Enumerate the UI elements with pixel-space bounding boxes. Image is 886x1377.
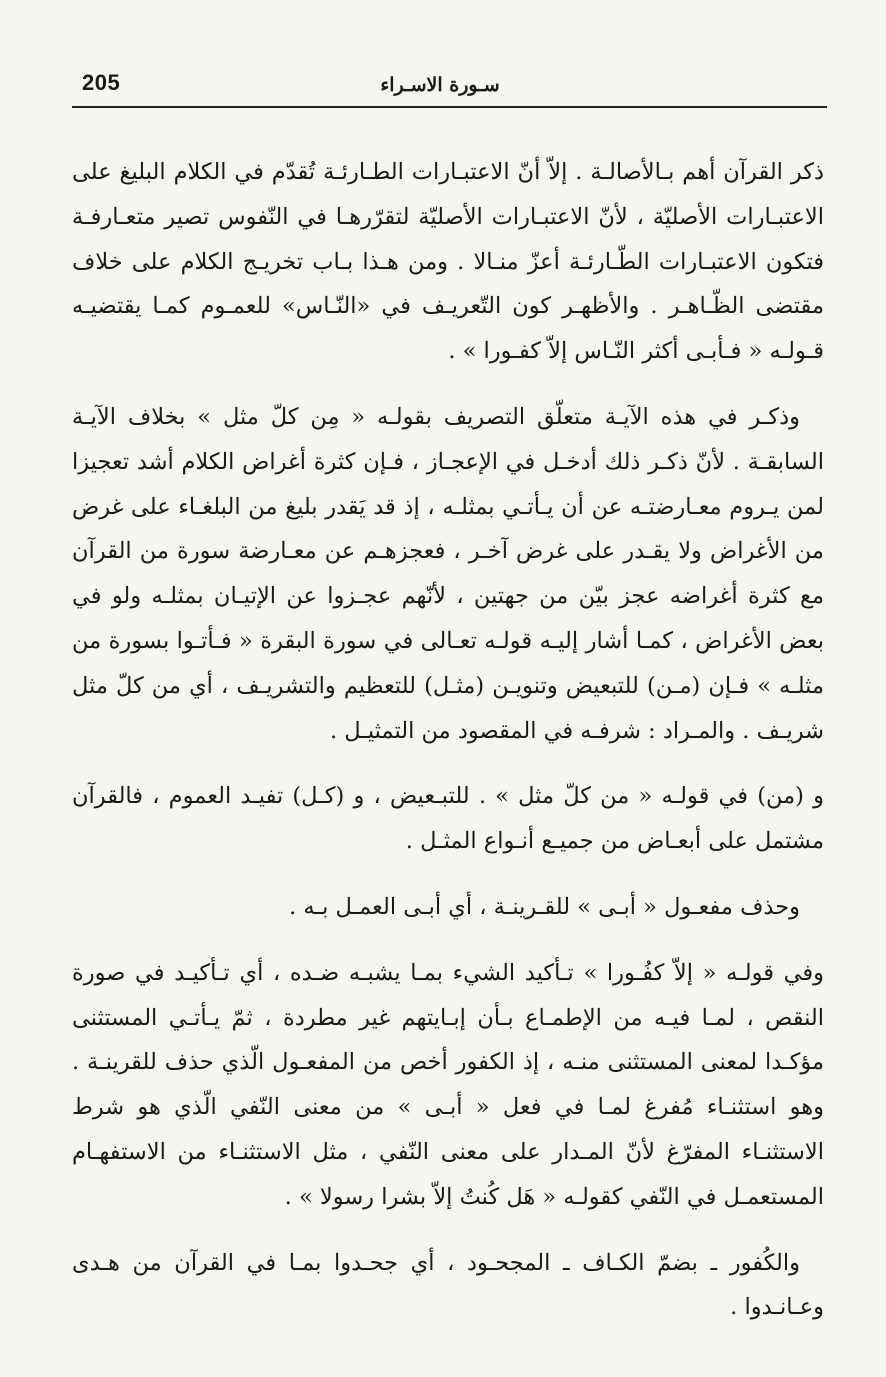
paragraph-6: والكُفور ـ بضمّ الكـاف ـ المجحـود ، أي جحـدوا بمـا في القرآن من هـدى وعـانـدوا . — [72, 1249, 824, 1321]
paragraph-5: وفي قولـه « إلاّ كفُـورا » تـأكيد الشيء بمـا يشبـه ضـده ، أي تـأكيـد في صورة النقص ، لمـا فيـه من الإطمـاع بـأن إبـايتهم غير مطردة ، ثمّ يـأتـي المستثنى مؤكـدا لمعنى المستثنى منـه ، إذ الكفور أخص من المفعـول الّذي حذف للقرينـة . وهو استثنـاء مُفرغ لمـا في فعل « أبـى » من معنى النّفي الّذي هو شرط الاستثنـاء المفرّغ لأنّ المـدار على معنى النّفي ، مثل الاستثنـاء من الاستفهـام المستعمـل في النّفي كقولـه « هَل كُنتُ إلاّ بشرا رسولا » . — [72, 959, 824, 1210]
body-text — [72, 150, 824, 1351]
header-rule — [72, 106, 827, 108]
running-title: سـورة الاسـراء — [380, 74, 500, 96]
paragraph-2: وذكـر في هذه الآيـة متعلّق التصريف بقولـه « مِن كلّ مثل » بخلاف الآيـة السابقـة . لأنّ ذكـر ذلك أدخـل في الإعجـاز ، فـإن كثرة أغراض الكلام أشد تعجيزا لمن يـروم معـارضتـه عن أن يـأتـي بمثلـه ، إذ قد يَقدر بليغ من البلغـاء على غرض من الأغراض ولا يقـدر على غرض آخـر ، فعجزهـم عن معـارضة سورة من القرآن مع كثرة أغراضه عجز بيّن من جهتين ، لأنّهم عجـزوا عن الإتيـان بمثلـه ولو في بعض الأغراض ، كمـا أشار إليـه قولـه تعـالى في سورة البقرة « فـأتـوا بسورة من مثلـه » فـإن (مـن) للتبعيض وتنويـن (مثـل) للتعظيم والتشريـف ، أي من كلّ مثل شريـف . والمـراد : شرفـه في المقصود من التمثيـل . — [72, 403, 824, 744]
page-number: 205 — [82, 70, 121, 95]
paragraph-4: وحذف مفعـول « أبـى » للقـرينـة ، أي أبـى العمـل بـه . — [289, 893, 800, 920]
paragraph-1: ذكر القرآن أهم بـالأصالـة . إلاّ أنّ الاعتبـارات الطـارئـة تُقدّم في الكلام البليغ على الاعتبـارات الأصليّة ، لأنّ الاعتبـارات الأصليّة لتقرّرهـا في النّفوس تصير متعـارفـة فتكون الاعتبـارات الطّـارئـة أعزّ منـالا . ومن هـذا بـاب تخريـج الكلام على خلاف مقتضى الظّـاهـر . والأظهـر كون التّعريـف في «النّـاس» للعمـوم كمـا يقتضيـه قـولـه « فـأبـى أكثر النّـاس إلاّ كفـورا » . — [72, 159, 824, 365]
paragraph-3: و (من) في قولـه « من كلّ مثل » . للتبـعيض ، و (كـل) تفيـد العموم ، فالقرآن مشتمل على أبعـاض من جميـع أنـواع المثـل . — [72, 783, 824, 855]
